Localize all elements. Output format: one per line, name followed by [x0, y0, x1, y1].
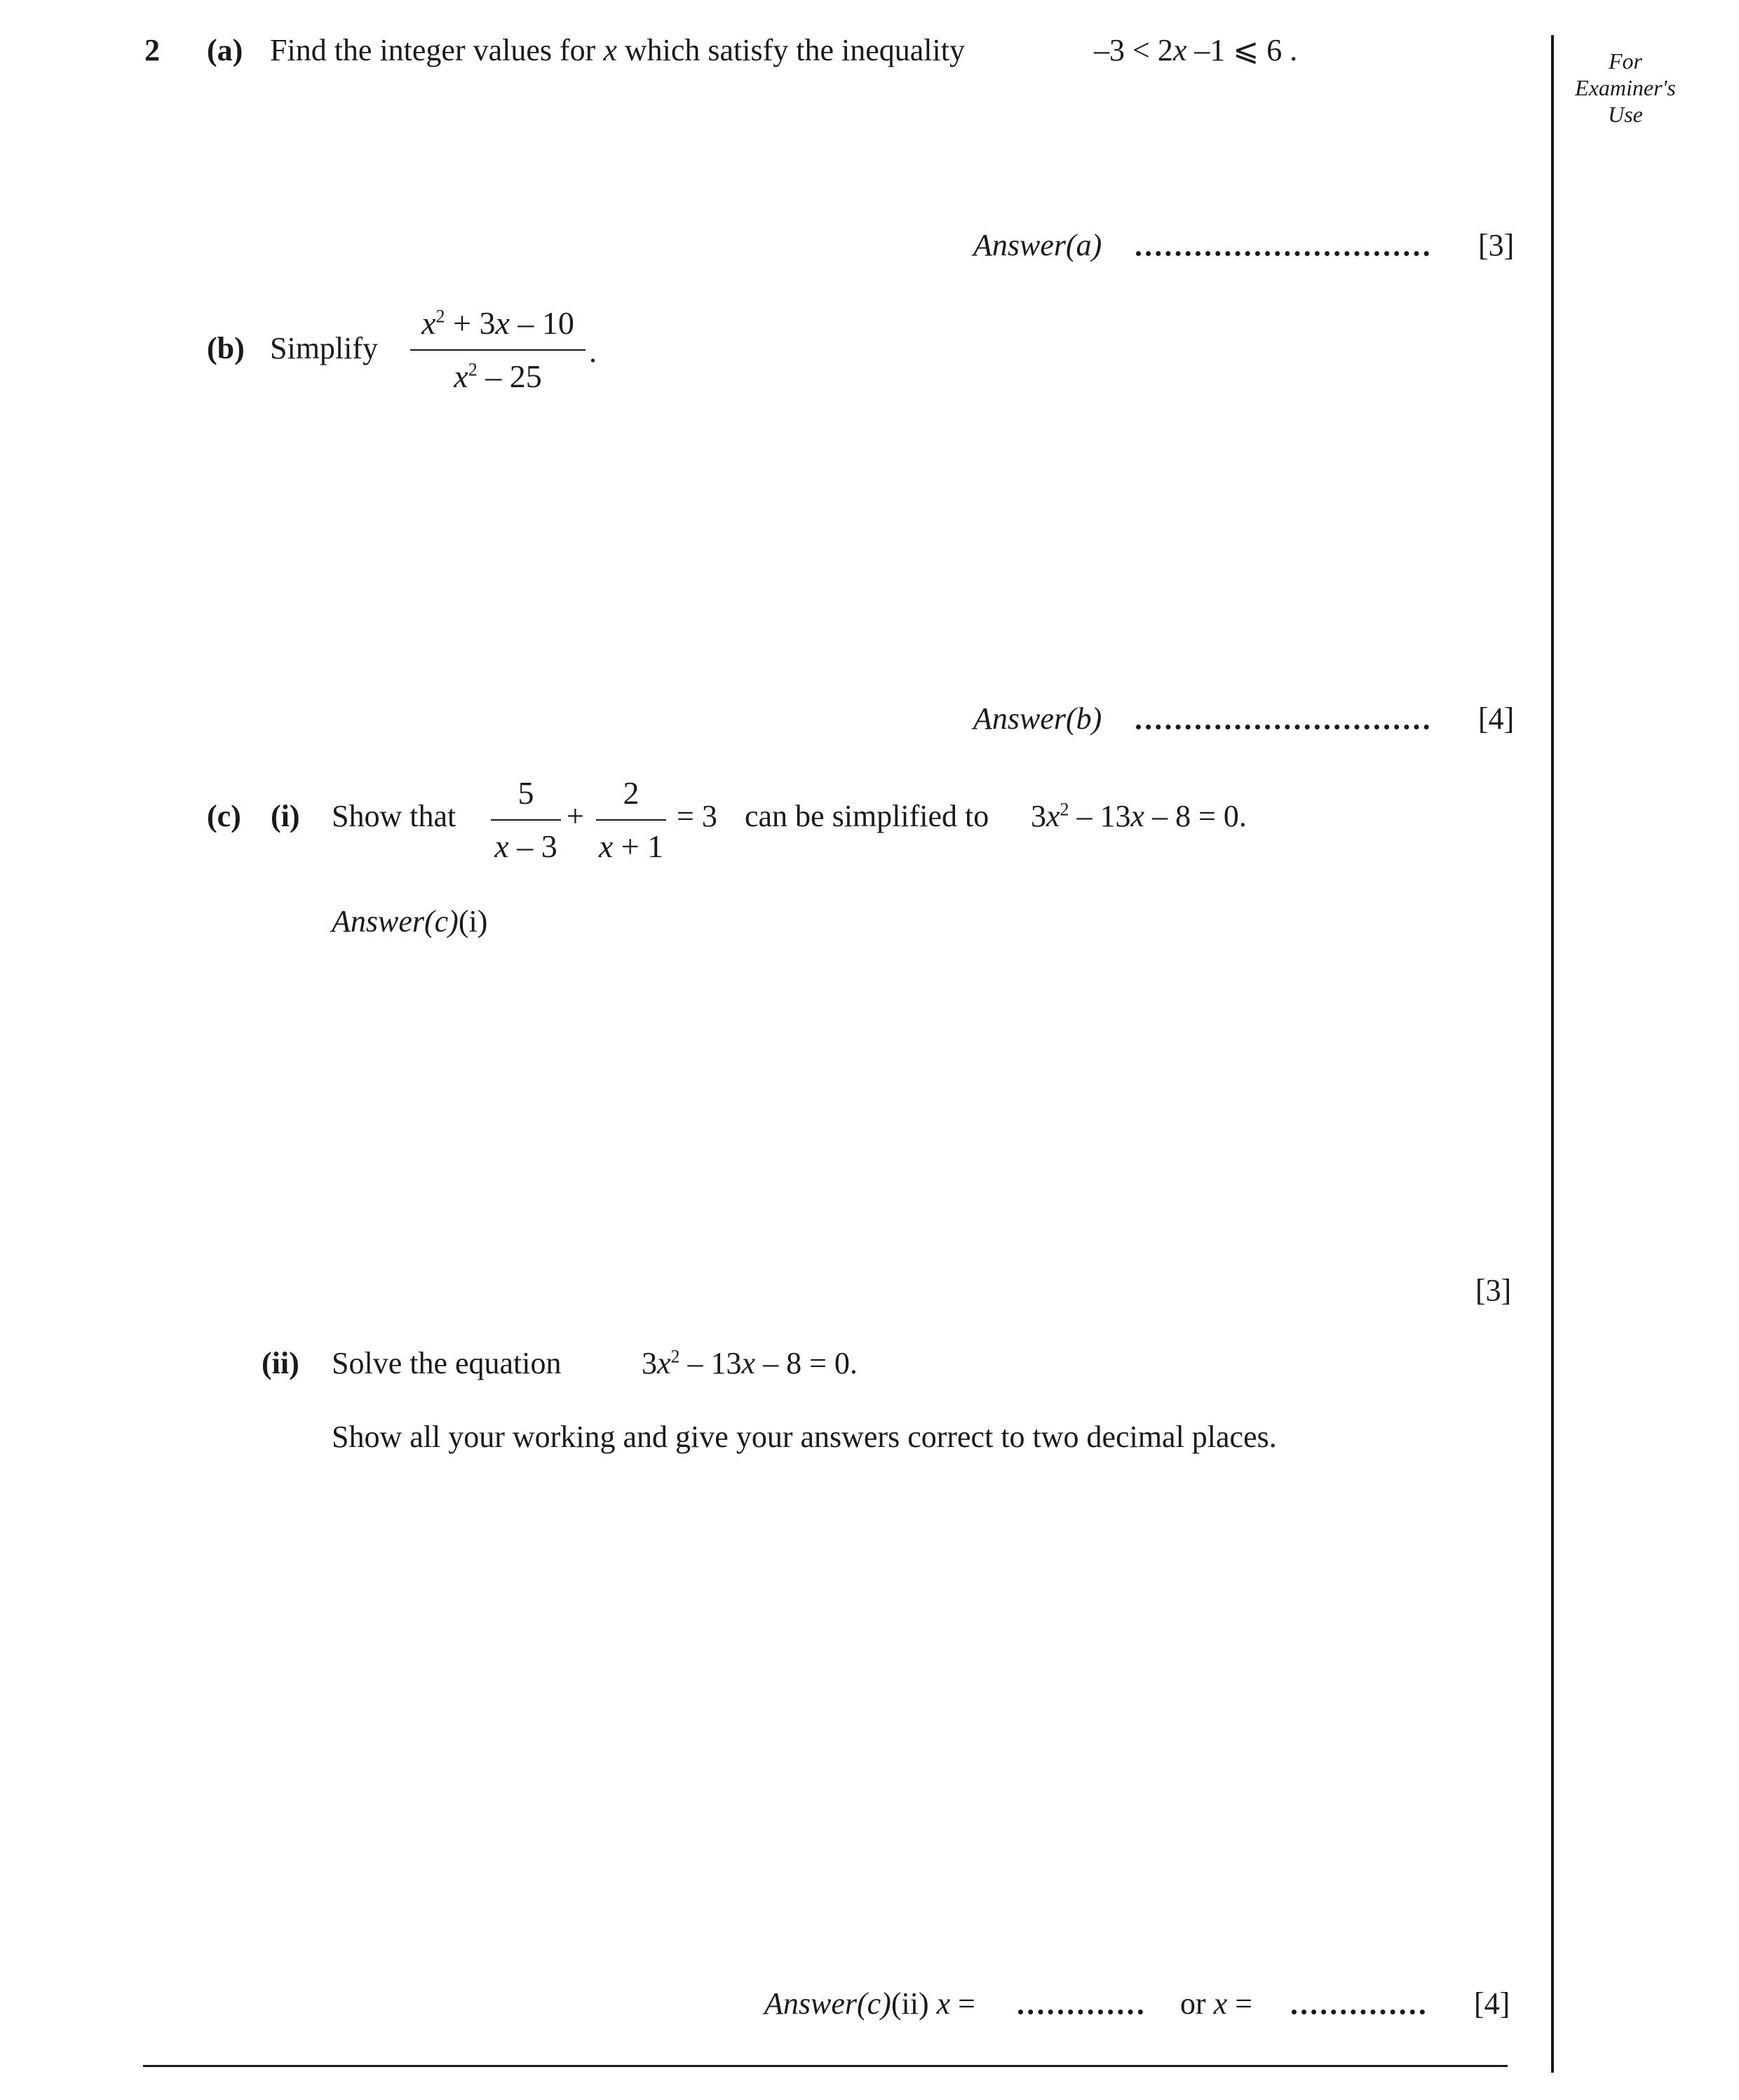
answer-b-label: Answer(b) — [973, 701, 1102, 736]
part-a-marks: [3] — [1478, 228, 1515, 262]
part-c-ii-text: Solve the equation — [332, 1346, 562, 1380]
part-c-ii-marks: [4] — [1474, 1986, 1510, 2021]
part-c-ii-label: (ii) — [262, 1346, 299, 1380]
fraction-1-denominator: x – 3 — [494, 828, 557, 864]
part-a-question — [270, 35, 965, 66]
answer-c-ii-label: Answer(c)(ii) x = — [764, 1986, 975, 2021]
examiner-line-3: Use — [1608, 102, 1643, 127]
part-a-label: (a) — [207, 33, 243, 67]
part-a-var: x — [603, 33, 617, 67]
part-a-text-post: which satisfy the inequality — [616, 33, 965, 67]
part-c-i-fraction-2 — [596, 777, 666, 863]
answer-a-label: Answer(a) — [973, 228, 1102, 262]
answer-b-line[interactable] — [1136, 725, 1429, 729]
part-b-marks: [4] — [1478, 701, 1515, 736]
answer-c-ii-or-label: or x = — [1180, 1986, 1253, 2021]
part-b-period: . — [589, 335, 597, 369]
answer-c-ii-line-2[interactable] — [1292, 2010, 1425, 2014]
part-a-text-pre: Find the integer values for — [270, 33, 604, 67]
examiner-line-2: Examiner's — [1575, 75, 1676, 100]
part-c-i-mid-text: can be simplified to — [745, 799, 989, 833]
fraction-1-bar — [491, 819, 561, 821]
fraction-2-numerator: 2 — [623, 775, 640, 811]
part-b-numerator: $x^2 + 3x - 10$ — [421, 305, 574, 341]
part-c-i-fraction-1 — [491, 777, 561, 863]
fraction-1-numerator: 5 — [517, 775, 534, 811]
answer-c-ii-line-1[interactable] — [1018, 2010, 1143, 2014]
question-end-rule — [143, 2065, 1508, 2067]
part-c-i-plus: + — [567, 799, 584, 833]
answer-c-i-label: Answer(c)(i) — [332, 904, 488, 938]
part-c-label: (c) — [207, 799, 241, 833]
answer-a-line[interactable] — [1136, 251, 1429, 256]
part-a-inequality: –3 < 2x –1 ⩽ 6 . — [1094, 33, 1298, 67]
part-b-fraction — [410, 307, 586, 393]
part-c-ii-equation: $3x^2 - 13x - 8 = 0$. — [642, 1346, 858, 1380]
examiner-use-label — [1555, 48, 1696, 128]
part-c-ii-instruction: Show all your working and give your answers correct to two decimal places. — [332, 1420, 1277, 1454]
part-b-denominator: $x^2 - 25$ — [454, 358, 542, 394]
part-b-fraction-bar — [410, 349, 586, 351]
question-number: 2 — [144, 33, 160, 67]
part-c-i-result: $3x^2 - 13x - 8 = 0$. — [1031, 799, 1247, 833]
part-c-i-marks: [3] — [1475, 1273, 1512, 1307]
examiner-line-1: For — [1609, 48, 1642, 74]
part-c-i-label: (i) — [271, 799, 300, 833]
part-c-i-text: Show that — [332, 799, 456, 833]
fraction-2-denominator: x + 1 — [598, 828, 664, 864]
examiner-margin-rule — [1551, 35, 1554, 2073]
fraction-2-bar — [596, 819, 666, 821]
part-b-text: Simplify — [270, 331, 379, 365]
part-b-label: (b) — [207, 331, 245, 365]
part-c-i-equals: = 3 — [677, 799, 717, 833]
